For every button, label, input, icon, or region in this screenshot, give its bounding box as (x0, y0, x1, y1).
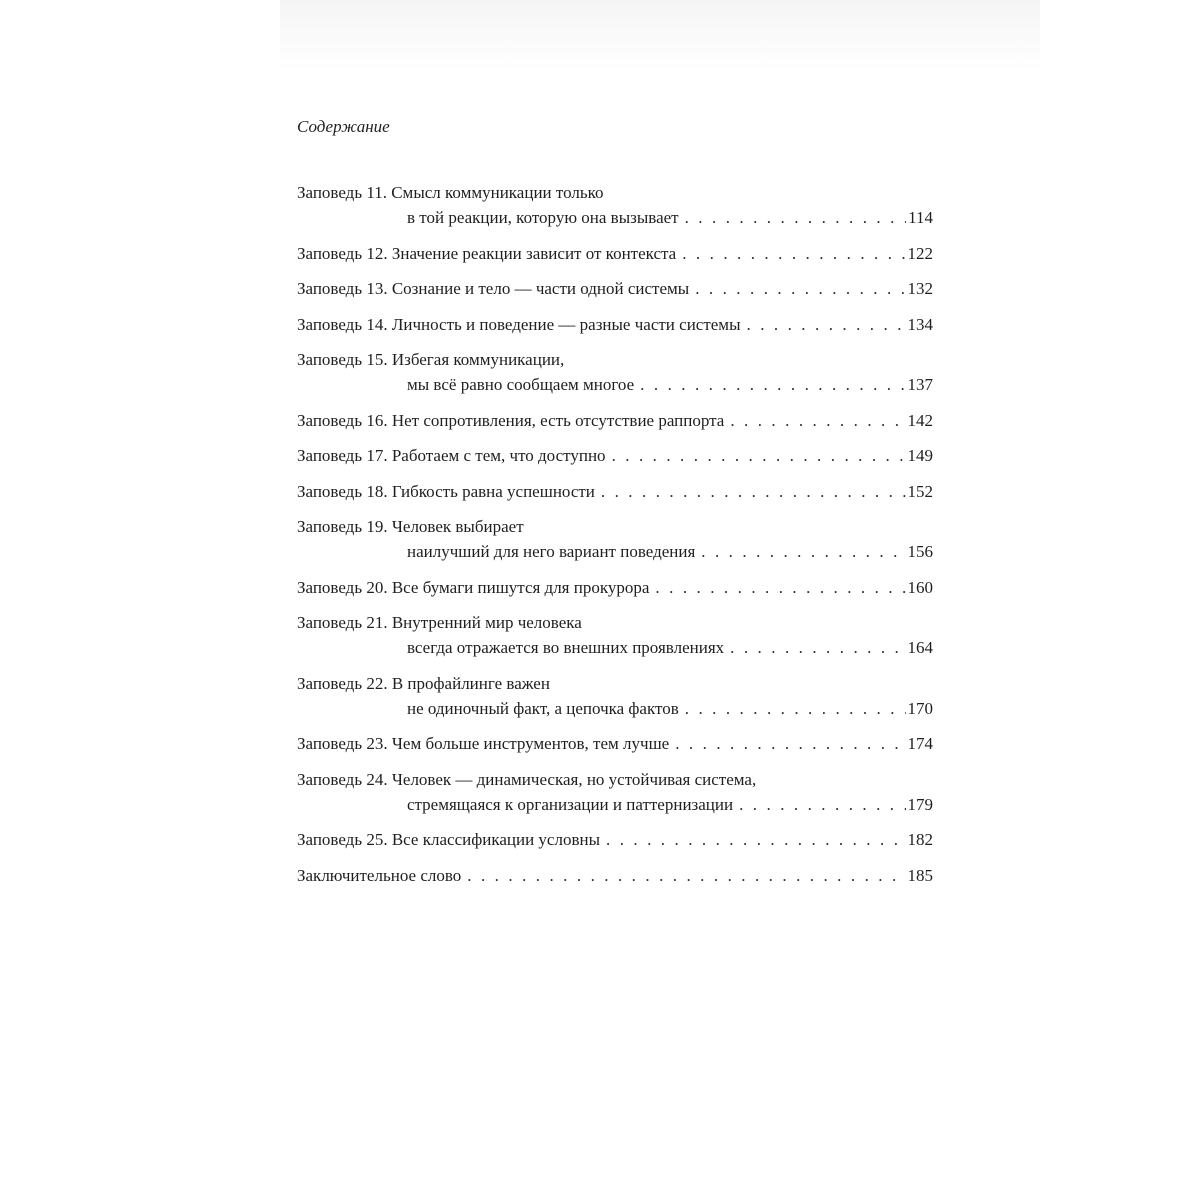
toc-entry-line (297, 180, 933, 205)
toc-entry-number: Заповедь 23. (297, 734, 392, 753)
toc-entry-title: Все бумаги пишутся для прокурора (391, 577, 650, 597)
toc-leader-dots (747, 312, 906, 337)
toc-entry-title: Смысл коммуникации только (391, 183, 604, 202)
toc-entry-number: Заповедь 24. (297, 769, 392, 789)
toc-entry (297, 827, 933, 852)
toc-entry-title: Внутренний мир человека (391, 613, 582, 632)
toc-entry-continuation (297, 205, 933, 230)
toc-page-number: 142 (907, 410, 933, 430)
toc-leader-dots (730, 635, 905, 660)
toc-entry (297, 767, 933, 817)
page-top-shadow (280, 0, 1040, 72)
toc-entry-title: мы всё равно сообщаем многое (407, 375, 635, 394)
toc-leader-dots (601, 479, 906, 504)
toc-entry-line (297, 575, 933, 600)
toc-entry (297, 863, 933, 888)
toc-leader-dots (685, 205, 907, 230)
toc-entry-number: Заповедь 17. (297, 446, 392, 465)
toc-entry (297, 514, 933, 564)
toc-entry-number: Заповедь 22. (297, 673, 392, 693)
toc-entry-title: Человек выбирает (391, 517, 524, 536)
toc-entry-title: Гибкость равна успешности (391, 481, 595, 501)
toc-entry (297, 180, 933, 230)
toc-leader-dots (655, 575, 905, 600)
toc-entry-number: Заповедь 19. (297, 517, 392, 536)
toc-page-number: 185 (907, 865, 933, 885)
toc-entry-continuation (297, 792, 933, 817)
toc-entry-title: наилучший для него вариант поведения (407, 542, 696, 561)
toc-page-number: 132 (907, 279, 933, 298)
toc-entry-title: стремящаяся к организации и паттернизации (407, 794, 734, 814)
toc-page-number: 174 (907, 734, 933, 753)
toc-entry-number: Заповедь 16. (297, 410, 392, 430)
toc-page-number: 182 (907, 830, 933, 849)
toc-page-number: 164 (907, 638, 933, 657)
toc-entry-line (297, 767, 933, 792)
toc-page-number: 179 (907, 794, 933, 814)
toc-entry (297, 479, 933, 504)
toc-entry-number: Заповедь 12. (297, 243, 392, 263)
toc-leader-dots (682, 241, 905, 266)
toc-entry-line (297, 276, 933, 301)
toc-entry (297, 443, 933, 468)
toc-entry-line (297, 827, 933, 852)
toc-entry-number: Заповедь 15. (297, 350, 392, 369)
toc-entry-title: Сознание и тело — части одной системы (391, 279, 690, 298)
toc-entry-line (297, 312, 933, 337)
toc-heading: Содержание (297, 117, 390, 136)
toc-entry-continuation (297, 696, 933, 721)
toc-entry-number: Заповедь 14. (297, 314, 392, 334)
toc-entry-number: Заповедь 20. (297, 577, 392, 597)
toc-leader-dots (701, 539, 905, 564)
toc-list (297, 180, 933, 888)
toc-entry-title: В профайлинге важен (391, 673, 550, 693)
toc-entry (297, 731, 933, 756)
toc-entry-continuation (297, 635, 933, 660)
toc-page (297, 112, 933, 888)
toc-entry-title: Значение реакции зависит от контекста (391, 243, 677, 263)
toc-entry-line (297, 241, 933, 266)
toc-leader-dots (695, 276, 905, 301)
toc-page-number: 156 (907, 542, 933, 561)
toc-entry (297, 575, 933, 600)
toc-entry-continuation (297, 372, 933, 397)
toc-entry (297, 408, 933, 433)
toc-entry-continuation (297, 539, 933, 564)
toc-entry (297, 312, 933, 337)
toc-leader-dots (685, 696, 906, 721)
toc-leader-dots (612, 443, 906, 468)
toc-page-number: 137 (907, 375, 933, 394)
toc-entry-title: Чем больше инструментов, тем лучше (391, 734, 670, 753)
toc-page-number: 160 (907, 577, 933, 597)
toc-leader-dots (640, 372, 905, 397)
toc-entry-title: Человек — динамическая, но устойчивая система, (391, 769, 757, 789)
toc-page-number: 149 (907, 446, 933, 465)
toc-entry-title: Личность и поведение — разные части системы (391, 314, 741, 334)
toc-entry-title: Все классификации условны (391, 830, 600, 849)
toc-entry-line (297, 863, 933, 888)
toc-leader-dots (739, 792, 905, 817)
toc-entry-line (297, 347, 933, 372)
toc-entry-number: Заповедь 18. (297, 481, 392, 501)
toc-page-number: 114 (908, 208, 933, 227)
toc-entry-line (297, 671, 933, 696)
toc-leader-dots (675, 731, 905, 756)
toc-page-number: 152 (907, 481, 933, 501)
toc-entry-line (297, 514, 933, 539)
toc-entry (297, 347, 933, 397)
toc-entry-title: не одиночный факт, а цепочка фактов (407, 698, 679, 718)
toc-entry-line (297, 443, 933, 468)
toc-entry-number: Заповедь 13. (297, 279, 392, 298)
toc-entry-number: Заповедь 25. (297, 830, 392, 849)
toc-entry-number: Заповедь 21. (297, 613, 392, 632)
toc-entry-line (297, 408, 933, 433)
toc-entry-number: Заповедь 11. (297, 183, 392, 202)
toc-entry-line (297, 610, 933, 635)
toc-entry-title: Нет сопротивления, есть отсутствие раппорта (391, 410, 725, 430)
toc-page-number: 134 (907, 314, 933, 334)
toc-entry-line (297, 479, 933, 504)
toc-page-number: 170 (907, 698, 933, 718)
toc-leader-dots (730, 408, 905, 433)
toc-entry (297, 241, 933, 266)
toc-entry-title: Заключительное слово (297, 865, 462, 885)
toc-page-number: 122 (907, 243, 933, 263)
toc-entry-title: всегда отражается во внешних проявлениях (407, 638, 725, 657)
toc-entry (297, 671, 933, 721)
toc-leader-dots (467, 863, 905, 888)
toc-entry-title: в той реакции, которую она вызывает (407, 208, 679, 227)
toc-entry-title: Работаем с тем, что доступно (391, 446, 606, 465)
toc-entry-line (297, 731, 933, 756)
toc-leader-dots (606, 827, 906, 852)
toc-entry-title: Избегая коммуникации, (391, 350, 565, 369)
toc-entry (297, 276, 933, 301)
toc-entry (297, 610, 933, 660)
